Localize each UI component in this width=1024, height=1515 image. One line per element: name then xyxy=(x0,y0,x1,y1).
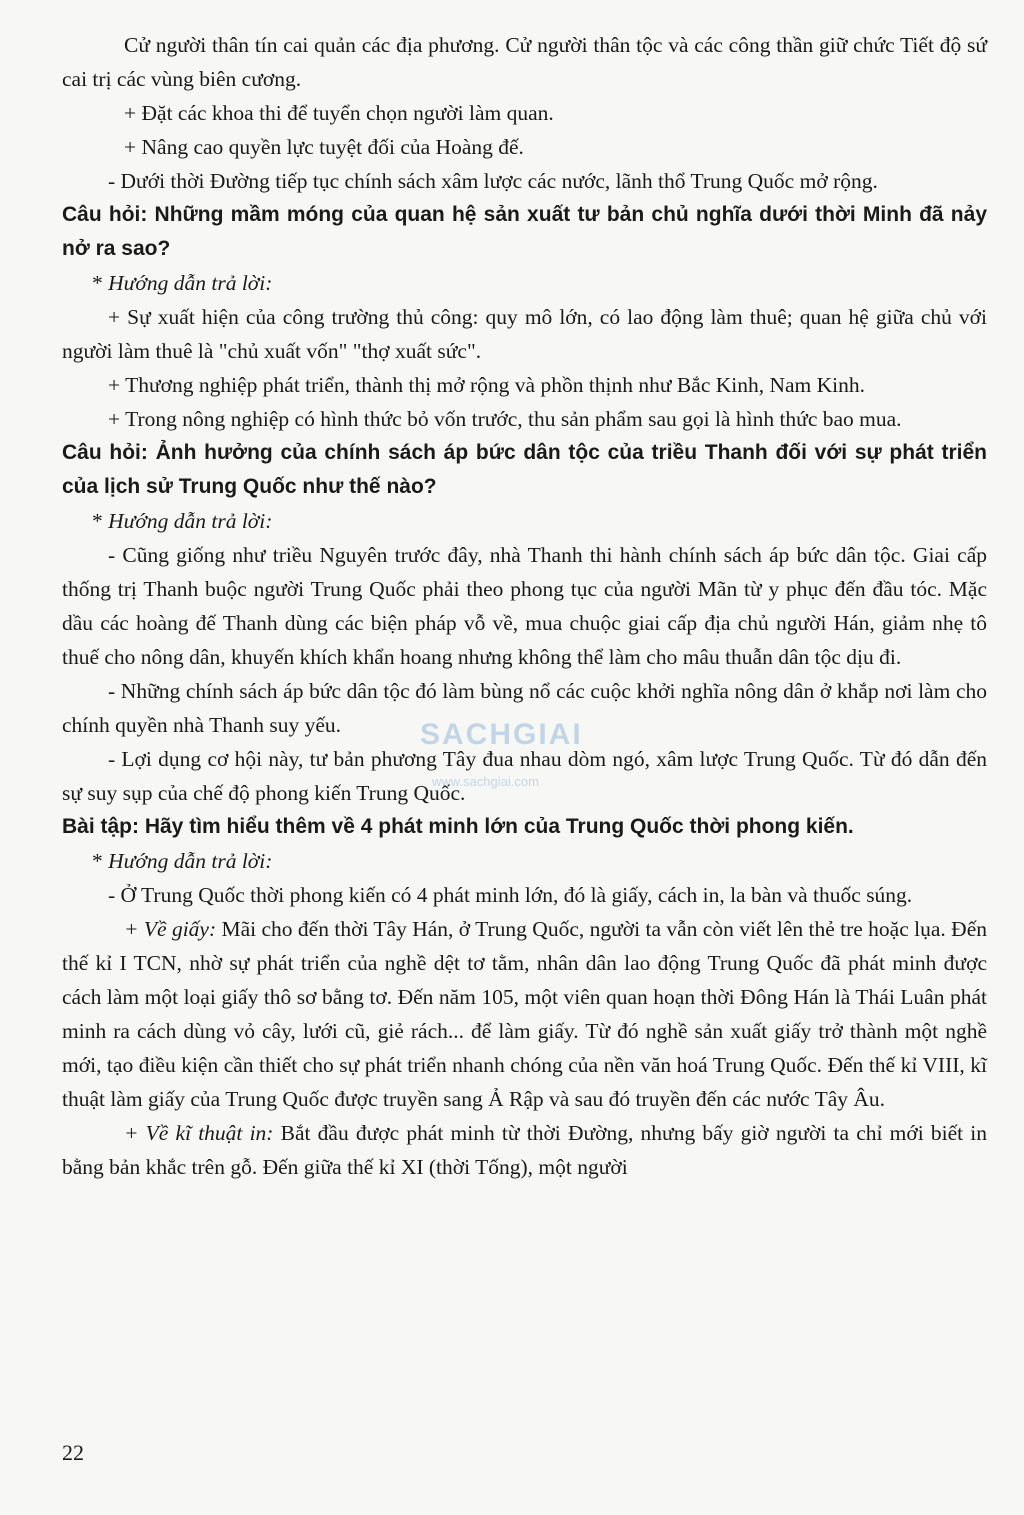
page-number: 22 xyxy=(62,1440,84,1465)
answer-guide-label xyxy=(62,844,987,878)
answer-guide-star: * xyxy=(92,271,109,295)
answer-guide-star: * xyxy=(92,849,109,873)
answer-guide-label xyxy=(62,266,987,300)
answer-guide-label xyxy=(62,504,987,538)
question-heading: Câu hỏi: Những mầm móng của quan hệ sản xuất tư bản chủ nghĩa dưới thời Minh đã nảy nở ra sao? xyxy=(62,203,987,260)
paragraph: - Những chính sách áp bức dân tộc đó làm bùng nổ các cuộc khởi nghĩa nông dân ở khắp nơi làm cho chính quyền nhà Thanh suy yếu. xyxy=(62,679,987,737)
paragraph-body: Mãi cho đến thời Tây Hán, ở Trung Quốc, người ta vẫn còn viết lên thẻ tre hoặc lụa. Đến thế kỉ I TCN, nhờ sự phát triển của nghề dệt tơ tằm, nhân dân lao động Trung Quốc đã phát minh được cách làm một loại giấy thô sơ bằng tơ. Đến năm 105, một viên quan hoạn thời Đông Hán là Thái Luân phát minh ra cách dùng vỏ cây, lưới cũ, giẻ rách... để làm giấy. Từ đó nghề sản xuất giấy trở thành một nghề mới, tạo điều kiện cần thiết cho sự phát triển nhanh chóng của nền văn hoá Trung Quốc. Đến thế kỉ VIII, kĩ thuật làm giấy của Trung Quốc được truyền sang Ả Rập và sau đó truyền đến các nước Tây Âu. xyxy=(62,917,987,1111)
answer-guide-text: Hướng dẫn trả lời: xyxy=(108,509,273,533)
paragraph: + Trong nông nghiệp có hình thức bỏ vốn trước, thu sản phẩm sau gọi là hình thức bao mua. xyxy=(108,407,902,431)
answer-guide-text: Hướng dẫn trả lời: xyxy=(108,849,273,873)
paragraph: Cử người thân tín cai quản các địa phương. Cử người thân tộc và các công thần giữ chức Tiết độ sứ cai trị các vùng biên cương. xyxy=(62,33,987,91)
question-heading: Câu hỏi: Ảnh hưởng của chính sách áp bức dân tộc của triều Thanh đối với sự phát triển của lịch sử Trung Quốc như thế nào? xyxy=(62,441,987,498)
paragraph: + Nâng cao quyền lực tuyệt đối của Hoàng đế. xyxy=(124,135,524,159)
paragraph-lead: + Về giấy: xyxy=(124,917,217,941)
answer-guide-star: * xyxy=(92,509,109,533)
document-page xyxy=(62,28,987,1184)
paragraph: - Cũng giống như triều Nguyên trước đây, nhà Thanh thi hành chính sách áp bức dân tộc. Giai cấp thống trị Thanh buộc người Trung Quốc phải theo phong tục của người Mãn từ y phục đến đầu tóc. Mặc dầu các hoàng đế Thanh dùng các biện pháp vỗ về, mua chuộc giai cấp địa chủ người Hán, giảm nhẹ tô thuế cho nông dân, khuyến khích khẩn hoang nhưng không thể làm cho mâu thuẫn dân tộc dịu đi. xyxy=(62,543,987,669)
paragraph: + Sự xuất hiện của công trường thủ công: quy mô lớn, có lao động làm thuê; quan hệ giữa chủ với người làm thuê là "chủ xuất vốn" "thợ xuất sức". xyxy=(62,305,987,363)
paragraph-body: Bắt đầu được phát minh từ thời Đường, nhưng bấy giờ người ta chỉ mới biết in bằng bản khắc trên gỗ. Đến giữa thế kỉ XI (thời Tống), một người xyxy=(62,1121,988,1179)
paragraph: - Dưới thời Đường tiếp tục chính sách xâm lược các nước, lãnh thổ Trung Quốc mở rộng. xyxy=(108,169,878,193)
paragraph xyxy=(62,912,987,1116)
answer-guide-text: Hướng dẫn trả lời: xyxy=(108,271,273,295)
watermark-brand: SACHGIAI xyxy=(420,718,583,751)
paragraph: - Ở Trung Quốc thời phong kiến có 4 phát minh lớn, đó là giấy, cách in, la bàn và thuốc súng. xyxy=(108,883,913,907)
paragraph xyxy=(62,1116,987,1184)
paragraph: + Đặt các khoa thi để tuyển chọn người làm quan. xyxy=(124,101,554,125)
watermark-url: www.sachgiai.com xyxy=(432,774,539,789)
paragraph: - Lợi dụng cơ hội này, tư bản phương Tây đua nhau dòm ngó, xâm lược Trung Quốc. Từ đó dẫn đến sự suy sụp của chế độ phong kiến Trung Quốc. xyxy=(62,747,987,805)
exercise-heading: Bài tập: Hãy tìm hiểu thêm về 4 phát minh lớn của Trung Quốc thời phong kiến. xyxy=(62,815,854,838)
paragraph-lead: + Về kĩ thuật in: xyxy=(124,1121,274,1145)
paragraph: + Thương nghiệp phát triển, thành thị mở rộng và phồn thịnh như Bắc Kinh, Nam Kinh. xyxy=(108,373,866,397)
